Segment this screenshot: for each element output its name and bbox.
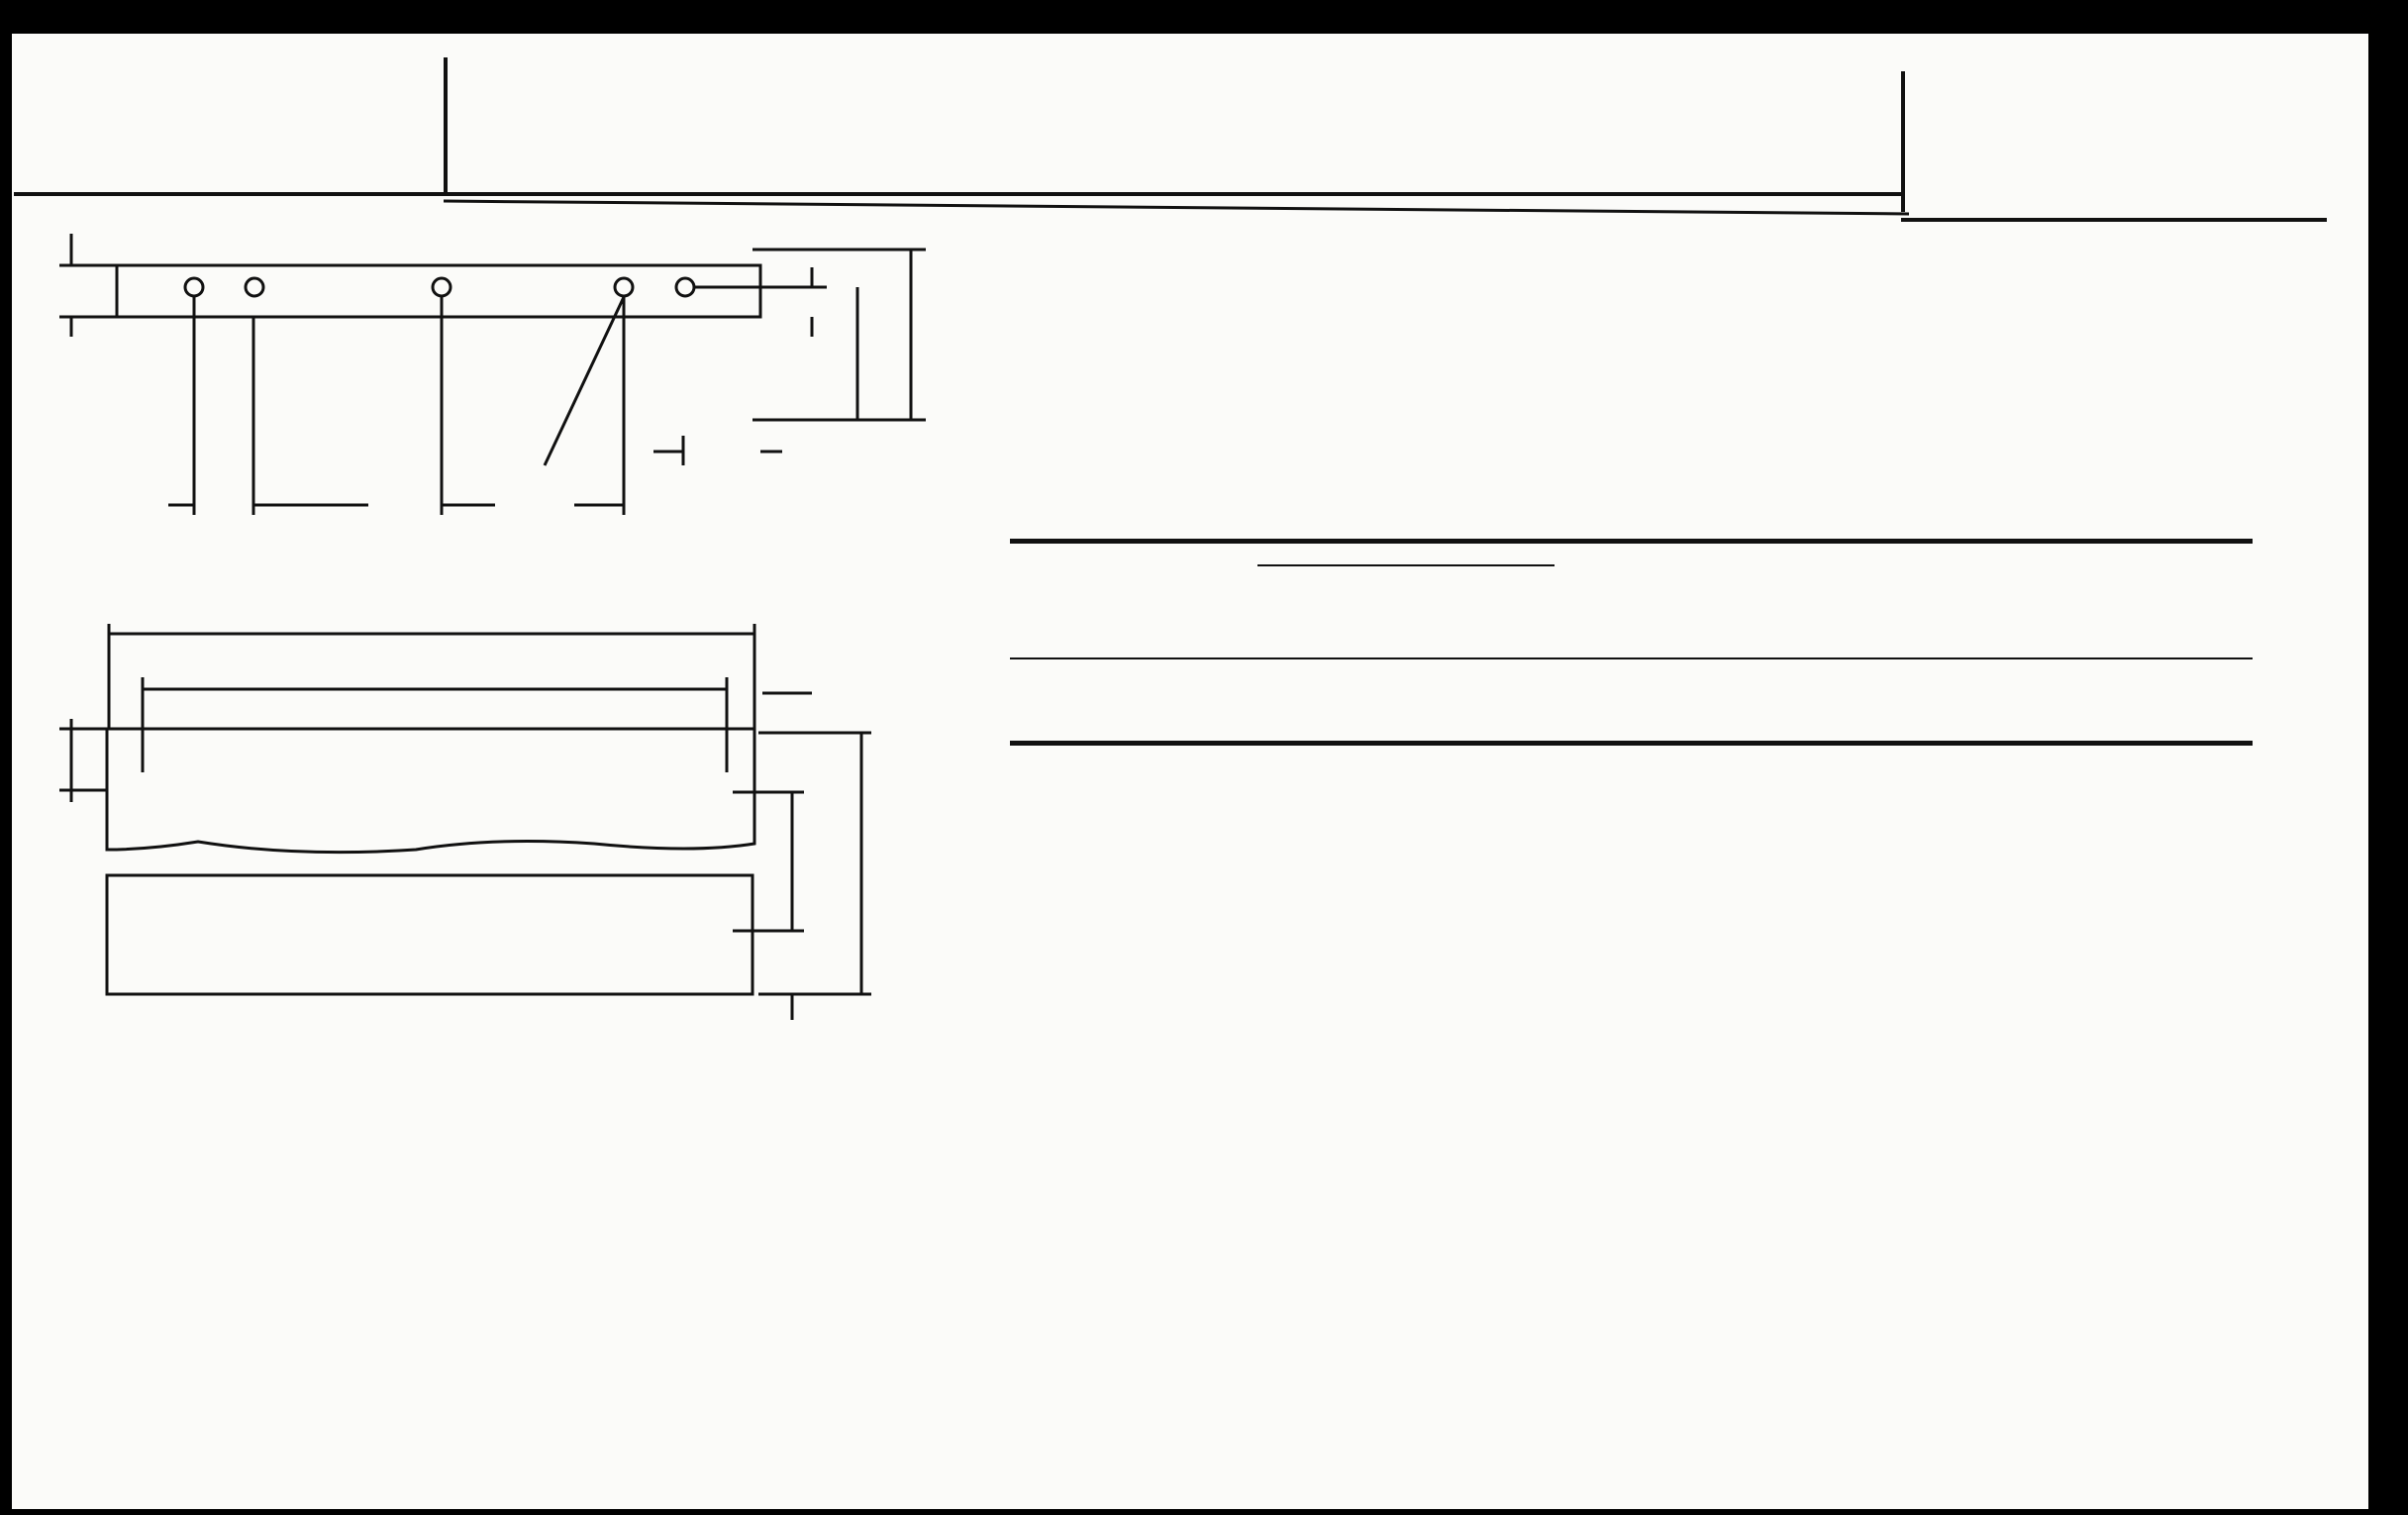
technical-drawing [0,0,990,1050]
table-header-dimension [1257,560,1555,570]
header-rule-right [1901,218,2327,222]
top-block-upper [107,729,754,853]
mounting-hole [246,278,263,296]
top-block-lower [107,875,752,994]
header-divider-right [1901,71,1905,212]
description-block [1015,242,2258,246]
side-view [59,234,926,515]
mounting-hole [615,278,633,296]
mounting-hole [185,278,203,296]
table-header-rule [1010,657,2253,659]
mounting-hole [433,278,451,296]
terminal-block [117,265,760,317]
top-view [59,624,871,1020]
mounting-hole [676,278,694,296]
table-top-rule [1010,539,2253,544]
table-bottom-rule [1010,741,2253,746]
